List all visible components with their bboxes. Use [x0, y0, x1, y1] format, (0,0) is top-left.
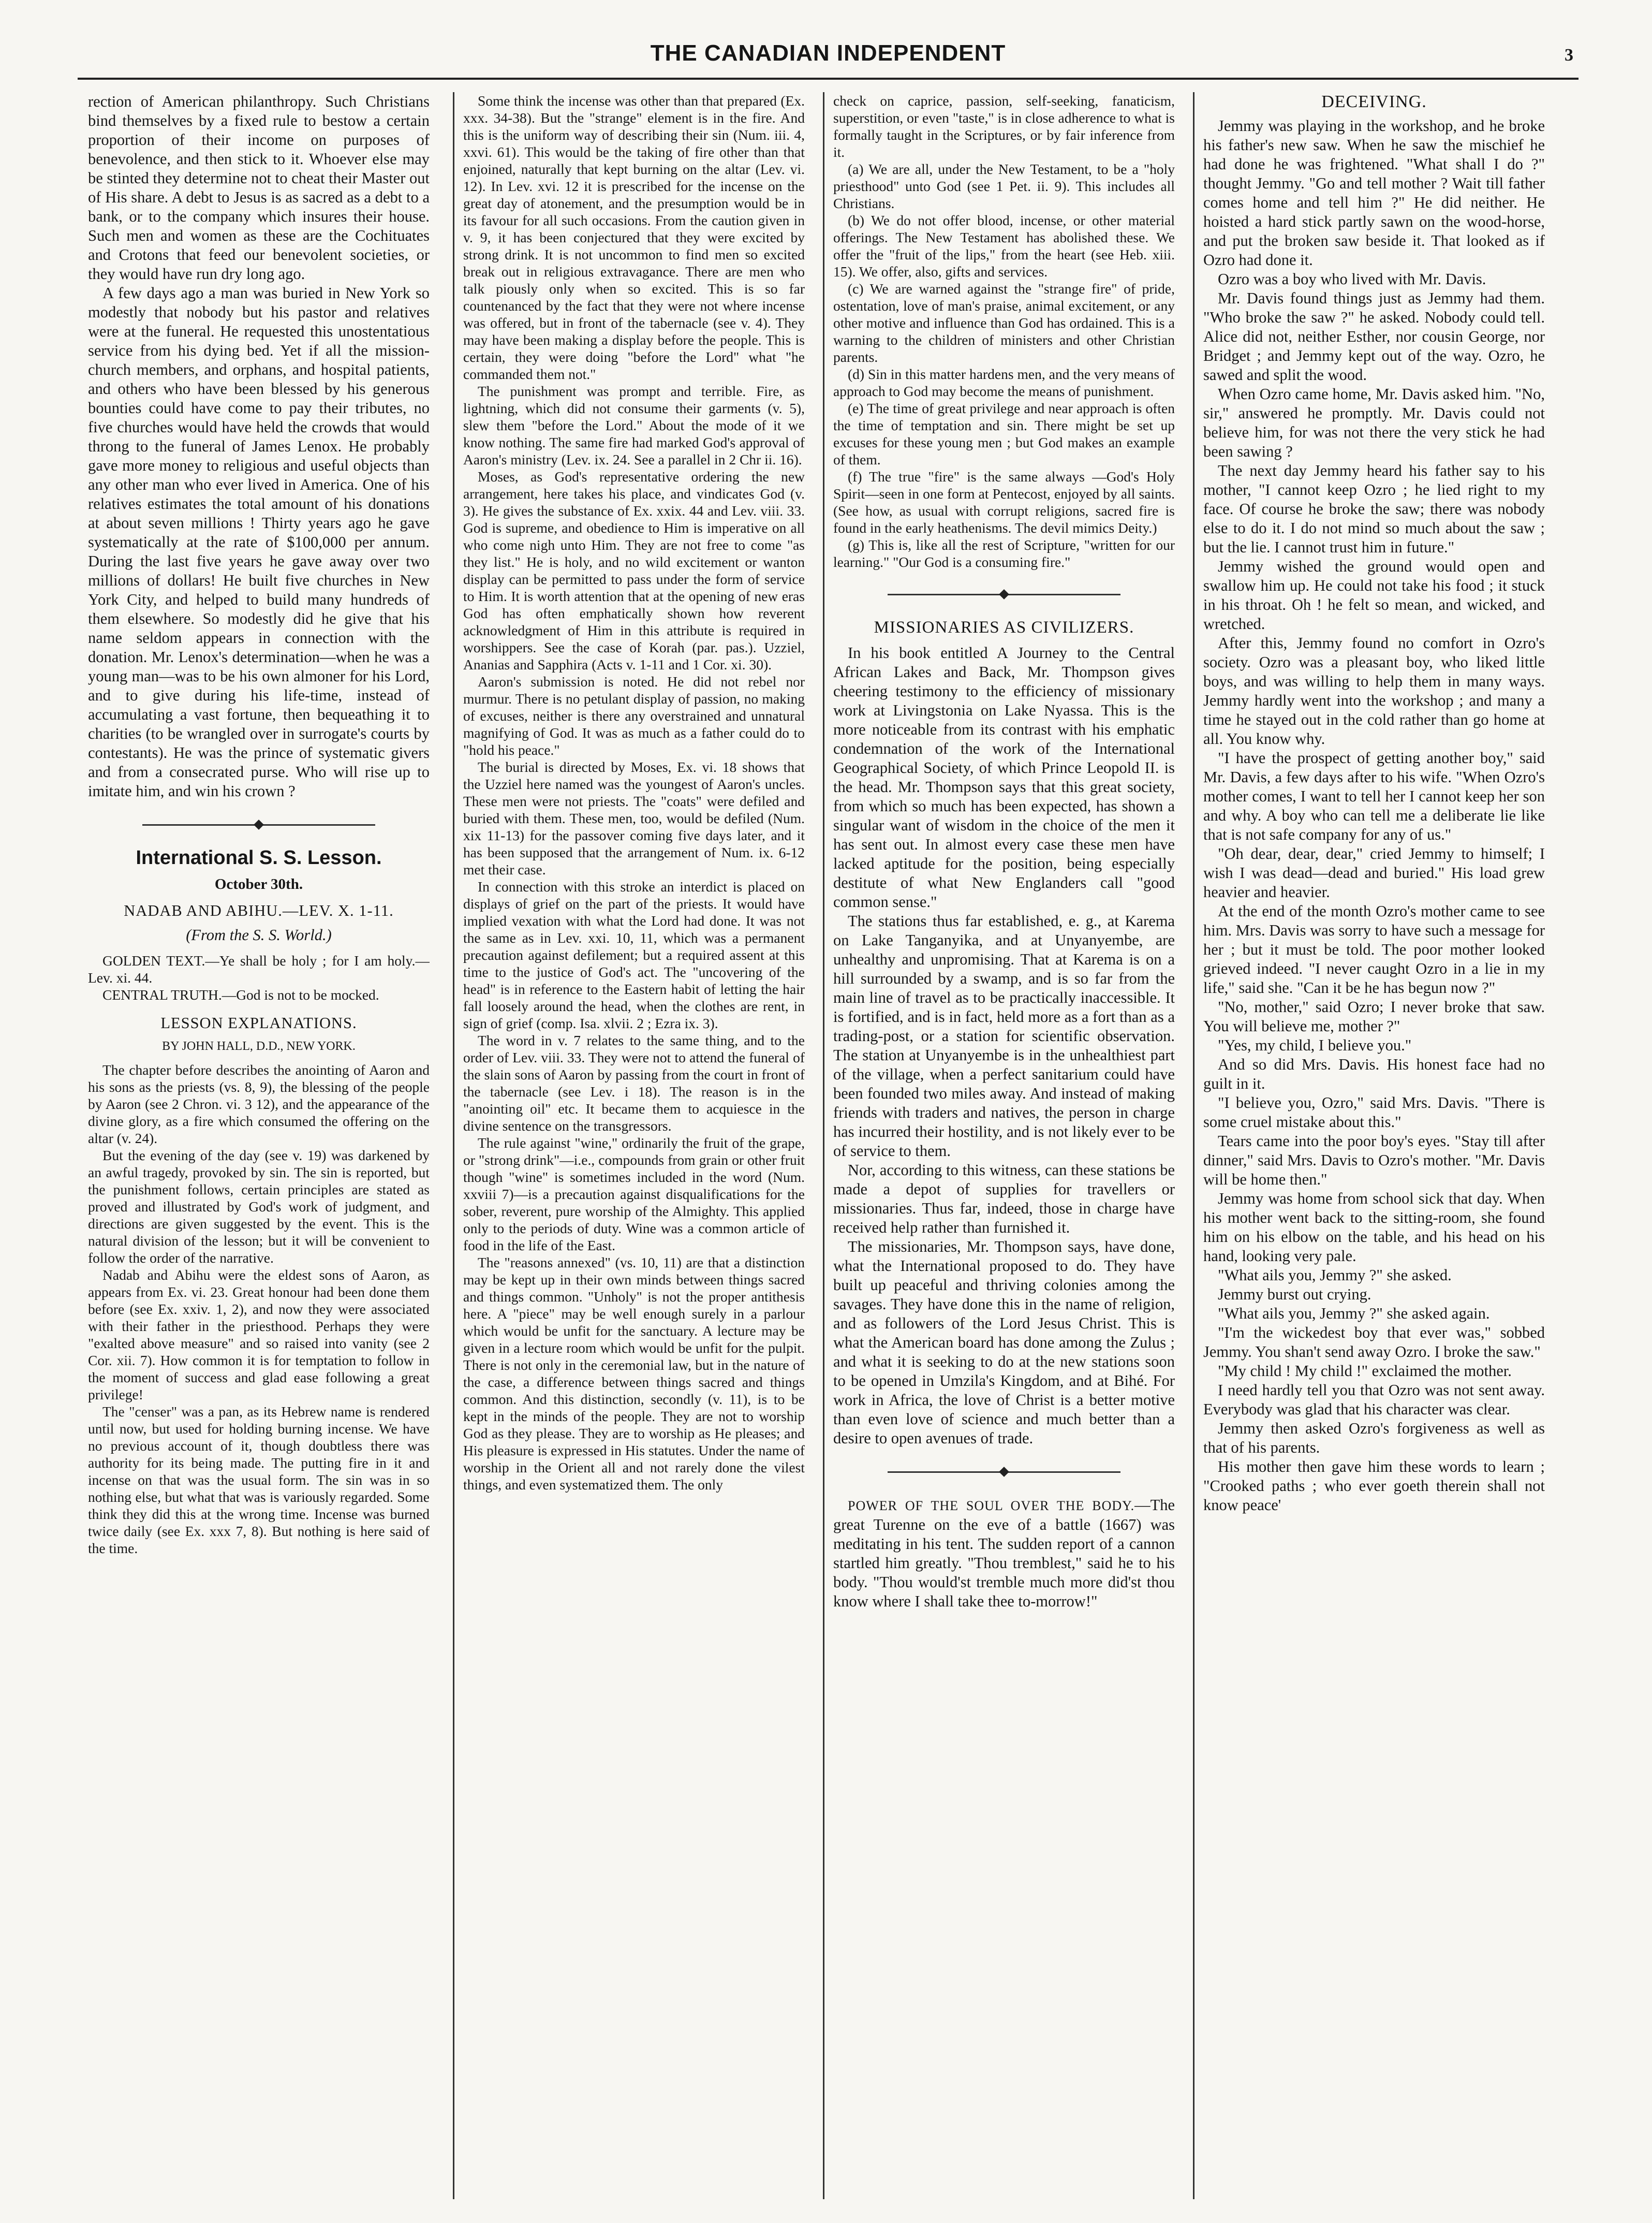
- body-paragraph: (a) We are all, under the New Testament, to be a "holy priesthood" unto God (see 1 Pet. ii. 9). This includes all Christians.: [833, 161, 1175, 211]
- body-paragraph: "What ails you, Jemmy ?" she asked.: [1218, 1266, 1452, 1284]
- body-paragraph: Moses, as God's representative ordering the new arrangement, here takes his place, and vindicates God (v. 3). He gives the substance of Ex. xxix. 44 and Lev. viii. 33. God is supreme, and obedience to Him is imperative on all who come nigh unto Him. They are not free to come "as they list." He is holy, and no wild excitement or wanton display can be permitted to pass under the form of service to Him. It is worth attention that at the opening of new eras God has often emphatically shown how reverent acknowledgment of Him in this attribute is required in worshippers. See the case of Korah (par. pas.). Uzziel, Ananias and Sapphira (Acts v. 1-11 and 1 Cor. xi. 30).: [463, 469, 805, 672]
- explanations-byline: BY JOHN HALL, D.D., NEW YORK.: [162, 1040, 356, 1053]
- body-paragraph: His mother then gave him these words to learn ; "Crooked paths ; who ever goeth therein shall not know peace': [1203, 1458, 1545, 1514]
- body-paragraph: (f) The true "fire" is the same always —God's Holy Spirit—seen in one form at Pentecost, enjoyed by all saints. (See how, as usual with corrupt religions, sacred fire is found in the early heathenisms. The devil mimics Deity.): [833, 469, 1175, 536]
- body-paragraph: "I believe you, Ozro," said Mrs. Davis. "There is some cruel mistake about this.": [1203, 1094, 1545, 1131]
- body-paragraph: In his book entitled A Journey to the Central African Lakes and Back, Mr. Thompson gives cheering testimony to the efficiency of missionary work at Livingstonia on Lake Nyassa. This is the more noticeable from its contrast with his emphatic condemnation of the work of the International Geographical Society, of which Prince Leopold II. is the head. Mr. Thompson says that this great society, from which so much has been expected, has shown a singular want of wisdom in the choice of the men it has sent out. In almost every case these men have lacked aptitude for the position, being especially destitute of what New Englanders call "good common sense.": [833, 644, 1175, 911]
- body-paragraph: The stations thus far established, e. g., at Karema on Lake Tanganyika, and at Unyanyembe, are unhealthy and unpromising. That at Karema is on a hill surrounded by a swamp, and is so far from the main line of travel as to be practically inaccessible. It is fortified, and is in fact, held more as a fort than as a trading-post, or a station for scientific observation. The station at Unyanyembe is in the unhealthiest part of the village, when a perfect sanitarium could have been founded two miles away. And instead of making friends with traders and natives, the person in charge has incurred their hostility, and is not likely ever to be of service to them.: [833, 912, 1175, 1160]
- body-paragraph: "Oh dear, dear, dear," cried Jemmy to himself; I wish I was dead—dead and buried." His load grew heavier and heavier.: [1203, 845, 1545, 901]
- body-paragraph: Nor, according to this witness, can these stations be made a depot of supplies for travellers or missionaries. Thus far, indeed, those in charge have received help rather than furnished it.: [833, 1161, 1175, 1236]
- body-paragraph: check on caprice, passion, self-seeking, fanaticism, superstition, or even "taste," is in close adherence to what is formally taught in the Scriptures, or by fair inference from it.: [833, 93, 1175, 160]
- body-paragraph: Jemmy then asked Ozro's forgiveness as well as that of his parents.: [1203, 1420, 1545, 1456]
- body-paragraph: The next day Jemmy heard his father say to his mother, "I cannot keep Ozro ; he lied right to my face. Of course he broke the saw; there was nobody else to do it. I do not mind so much about the saw ; but the lie. I cannot trust him in future.": [1203, 462, 1545, 556]
- column-rule: [823, 92, 824, 2199]
- body-paragraph: The word in v. 7 relates to the same thing, and to the order of Lev. viii. 33. They were not to attend the funeral of the slain sons of Aaron by passing from the court in front of the tabernacle (see Lev. i 18). The reason is in the "anointing oil" etc. It became them to acquiesce in the divine sentence on the transgressors.: [463, 1032, 805, 1134]
- body-paragraph: Jemmy was playing in the workshop, and he broke his father's new saw. When he saw the mischief he had done he was frightened. "What shall I do ?" thought Jemmy. "Go and tell mother ? Wait till father comes home and tell him ?" He did neither. He hoisted a hard stick partly sawn on the wood-horse, and put the broken saw beside it. That looked as if Ozro had done it.: [1203, 117, 1545, 269]
- body-paragraph: When Ozro came home, Mr. Davis asked him. "No, sir," answered he promptly. Mr. Davis could not believe him, for was not there the very stick he had been sawing ?: [1203, 385, 1545, 460]
- body-paragraph: The burial is directed by Moses, Ex. vi. 18 shows that the Uzziel here named was the youngest of Aaron's uncles. These men were not priests. The "coats" were defiled and buried with them. These men, too, would be defiled (Num. xix 11-13) for the passover coming five days later, and it has been supposed that the arrangement of Num. ix. 6-12 met their case.: [463, 759, 805, 878]
- lesson-title: NADAB AND ABIHU.—LEV. X. 1-11.: [124, 902, 394, 919]
- body-paragraph: Aaron's submission is noted. He did not rebel nor murmur. There is no petulant display of passion, no making of excuses, neither is there any overstrained and unnatural magnifying of God. It was as much as a father could do to "hold his peace.": [463, 674, 805, 758]
- body-paragraph: "What ails you, Jemmy ?" she asked again.: [1218, 1305, 1490, 1322]
- column-3: [833, 92, 1175, 2199]
- masthead: [78, 40, 1579, 87]
- lesson-source: (From the S. S. World.): [186, 926, 332, 944]
- body-paragraph: "I have the prospect of getting another boy," said Mr. Davis, a few days after to his wife. "When Ozro's mother comes, I want to tell her I cannot keep her son and why. A boy who can tell me a deliberate lie like that is not safe company for any of us.": [1203, 749, 1545, 843]
- deceiving-heading: DECEIVING.: [1321, 92, 1427, 111]
- central-truth: CENTRAL TRUTH.—God is not to be mocked.: [102, 987, 379, 1003]
- power-article: [833, 1496, 1175, 1611]
- body-paragraph: A few days ago a man was buried in New York so modestly that nobody but his pastor and relatives were at the funeral. He requested this unostentatious service from his dying bed. Yet if all the mission-church members, and orphans, and hospital patients, and others who have been blessed by his generous bounties could have come to pay their tributes, no five churches would have held the crowds that would throng to the funeral of James Lenox. He probably gave more money to religious and useful objects than any other man who ever lived in America. One of his relatives estimates the total amount of his donations at about seven millions ! Thirty years ago he gave systematically at the rate of $100,000 per annum. During the last five years he gave away over two millions of dollars! He built five churches in New York City, and helped to build many hundreds of them elsewhere. So modestly did he give that his name seldom appears in connection with the donation. Mr. Lenox's determination—when he was a young man—was to be his own almoner for his Lord, and to give during his life-time, instead of accumulating a vast fortune, then bequeathing it to charities (to be wrangled over in surrogate's courts by contestants). He was the prince of systematic givers and from a consecrated purse. Who will rise up to imitate him, and win his crown ?: [88, 284, 430, 800]
- missionaries-heading: MISSIONARIES AS CIVILIZERS.: [874, 618, 1134, 637]
- body-paragraph: The "reasons annexed" (vs. 10, 11) are that a distinction may be kept up in their own minds between things sacred and things common. "Unholy" is not the proper antithesis here. A "piece" may be well enough surely in a parlour which would be unfit for the sanctuary. A lecture may be given in a lecture room which would be unfit for the pulpit. There is not only in the ceremonial law, but in the nature of the case, a difference between things sacred and things common. And this distinction, secondly (v. 11), is to be kept in the minds of the people. They are not to worship God as they please. They are to worship as He pleases; and His pleasure is expressed in His statutes. Under the name of worship in the Orient all and not rarely done the vilest things, and even systematized them. The only: [463, 1254, 805, 1493]
- explanation-paragraph: The "censer" was a pan, as its Hebrew name is rendered until now, but used for holding burning incense. We have no previous account of it, though doubtless there was authority for its being made. The putting fire in it and incense on that was the usual form. The sin was in so nothing else, but what that was is variously regarded. Some think they did this at the wrong time. Incense was burned twice daily (see Ex. xxx 7, 8). But nothing is here said of the time.: [88, 1403, 430, 1556]
- power-article-text: —The great Turenne on the eve of a battle (1667) was meditating in his tent. The sudden report of a cannon startled him greatly. "Thou tremblest," said he to his body. "Thou would'st tremble much more did'st thou know where I shall take thee to-morrow!": [833, 1496, 1175, 1610]
- page-number: 3: [1565, 46, 1573, 65]
- body-paragraph: Ozro was a boy who lived with Mr. Davis.: [1218, 270, 1486, 288]
- body-paragraph: Tears came into the poor boy's eyes. "Stay till after dinner," said Mrs. Davis to Ozro's mother. "Mr. Davis will be home then.": [1203, 1132, 1545, 1188]
- section-divider: [88, 815, 430, 834]
- body-paragraph: rection of American philanthropy. Such Christians bind themselves by a fixed rule to bestow a certain proportion of their income on purposes of benevolence, and then stick to it. Whoever else may be stinted they determine not to cheat their Master out of His share. A debt to Jesus is as sacred as a debt to a bank, or to the company which insures their house. Such men and women as these are the Cochituates and Crotons that feed our benevolent societies, or they would have run dry long ago.: [88, 93, 430, 283]
- explanation-paragraph: Nadab and Abihu were the eldest sons of Aaron, as appears from Ex. vi. 23. Great honour had been done them before (see Ex. xxiv. 1, 2), and now they were associated with their father in the priesthood. Perhaps they were "exalted above measure" and so raised into vanity (see 2 Cor. xii. 7). How common it is for temptation to follow in the moment of success and glad ease following a great privilege!: [88, 1267, 430, 1402]
- explanations-heading: LESSON EXPLANATIONS.: [160, 1014, 357, 1032]
- body-paragraph: Jemmy burst out crying.: [1218, 1285, 1371, 1303]
- body-paragraph: "Yes, my child, I believe you.": [1218, 1036, 1412, 1054]
- body-paragraph: (c) We are warned against the "strange fire" of pride, ostentation, love of man's praise, animal excitement, or any other motive and influence than God has ordained. This is a warning to the children of ministers and other Christian parents.: [833, 281, 1175, 365]
- body-paragraph: At the end of the month Ozro's mother came to see him. Mrs. Davis was sorry to have such a message for her ; but it must be told. The poor mother looked grieved indeed. "I never caught Ozro in a lie in my life," said she. "Can it be he has begun now ?": [1203, 902, 1545, 997]
- explanation-paragraph: But the evening of the day (see v. 19) was darkened by an awful tragedy, provoked by sin. The sin is reported, but the punishment follows, certain principles are stated as proved and illustrated by God's work of judgment, and directions are given suggested by the event. This is the natural division of the lesson; but it will be convenient to follow the order of the narrative.: [88, 1147, 430, 1266]
- body-paragraph: Mr. Davis found things just as Jemmy had them. "Who broke the saw ?" he asked. Nobody could tell. Alice did not, neither Esther, nor cousin George, nor Bridget ; and Jemmy kept out of the way. Ozro, he sawed and split the wood.: [1203, 289, 1545, 384]
- lesson-date: October 30th.: [214, 876, 303, 893]
- body-paragraph: "I'm the wickedest boy that ever was," sobbed Jemmy. You shan't send away Ozro. I broke the saw.": [1203, 1324, 1545, 1361]
- column-rule: [1193, 92, 1194, 2199]
- body-paragraph: (e) The time of great privilege and near approach is often the time of temptation and sin. There might be set up excuses for these young men ; but God makes an example of them.: [833, 400, 1175, 467]
- column-1: [88, 92, 430, 2199]
- column-2: [463, 92, 805, 2199]
- body-paragraph: I need hardly tell you that Ozro was not sent away. Everybody was glad that his character was clear.: [1203, 1381, 1545, 1418]
- body-paragraph: "My child ! My child !" exclaimed the mother.: [1218, 1362, 1512, 1380]
- body-paragraph: (g) This is, like all the rest of Scripture, "written for our learning." "Our God is a consuming fire.": [833, 537, 1175, 570]
- body-paragraph: In connection with this stroke an interdict is placed on displays of grief on the part of the priests. It would have implied vexation with what the Lord had done. It was not the same as in Lev. xxi. 10, 11, which was a permanent precaution against defilement; but a required assent at this time to the justice of God's act. The "uncovering of the head" is in reference to the Eastern habit of letting the hair fall loosely around the head, when the clothes are rent, in sign of grief (comp. Isa. xlvii. 2 ; Ezra ix. 3).: [463, 879, 805, 1031]
- body-paragraph: (b) We do not offer blood, incense, or other material offerings. The New Testament has abolished these. We offer the "fruit of the lips," from the heart (see Heb. xiii. 15). We offer, also, gifts and services.: [833, 212, 1175, 280]
- golden-text: GOLDEN TEXT.—Ye shall be holy ; for I am holy.—Lev. xi. 44.: [88, 953, 430, 986]
- body-paragraph: The missionaries, Mr. Thompson says, have done, what the International proposed to do. They have built up peaceful and thriving colonies among the savages. They have done this in the name of religion, and as followers of the Lord Jesus Christ. This is what the American board has done among the Zulus ; and what it is seeking to do at the new stations soon to be opened in Umzila's Kingdom, and at Bihé. For work in Africa, the love of Christ is a better motive than even love of science and much better than a desire to open avenues of trade.: [833, 1238, 1175, 1447]
- body-paragraph: The punishment was prompt and terrible. Fire, as lightning, which did not consume their garments (v. 5), slew them "before the Lord." About the mode of it we know nothing. The same fire had marked God's approval of Aaron's ministry (Lev. ix. 24. See a parallel in 2 Chr ii. 16).: [463, 383, 805, 467]
- section-divider: [833, 1462, 1175, 1481]
- body-paragraph: Some think the incense was other than that prepared (Ex. xxx. 34-38). But the "strange" element is in the fire. And this is the uniform way of describing their sin (Num. iii. 4, xxvi. 61). This would be the taking of fire other than that enjoined, naturally that kept burning on the altar (Lev. vi. 12). In Lev. xvi. 12 it is prescribed for the incense on the great day of atonement, and the presumption would be in its favour for all such occasions. From the caution given in v. 9, it has been conjectured that they were excited by strong drink. It is not uncommon to find men so excited break out in religious extravagance. There are men who talk piously only when so excited. This is so far countenanced by the fact that they were not where incense was offered, but in front of the tabernacle (see v. 4). They may have been making a display before the people. This is certain, they were doing "before the Lord" what "he commanded them not.": [463, 93, 805, 382]
- body-paragraph: Jemmy wished the ground would open and swallow him up. He could not take his food ; it stuck in his throat. Oh ! he felt so mean, and wicked, and wretched.: [1203, 558, 1545, 633]
- body-paragraph: And so did Mrs. Davis. His honest face had no guilt in it.: [1203, 1056, 1545, 1092]
- lesson-heading: International S. S. Lesson.: [136, 847, 382, 869]
- explanation-paragraph: The chapter before describes the anointing of Aaron and his sons as the priests (vs. 8, 9), the blessing of the people by Aaron (see 2 Chron. vi. 3 12), and the appearance of the divine glory, as a fire which consumed the offering on the altar (v. 24).: [88, 1062, 430, 1146]
- masthead-title: THE CANADIAN INDEPENDENT: [650, 40, 1006, 66]
- column-rule: [453, 92, 454, 2199]
- masthead-rule: [78, 78, 1579, 80]
- column-4: [1203, 92, 1545, 2199]
- body-paragraph: Jemmy was home from school sick that day. When his mother went back to the sitting-room, she found him on his elbow on the table, and his head on his hand, looking very pale.: [1203, 1190, 1545, 1265]
- body-paragraph: "No, mother," said Ozro; I never broke that saw. You will believe me, mother ?": [1203, 998, 1545, 1035]
- power-article-lead: POWER OF THE SOUL OVER THE BODY.: [848, 1498, 1135, 1513]
- section-divider: [833, 585, 1175, 604]
- body-paragraph: The rule against "wine," ordinarily the fruit of the grape, or "strong drink"—i.e., compounds from grain or other fruit though "wine" is sometimes included in the word (Num. xxviii 7)—is a precaution against disqualifications for the sober, reverent, pure worship of the Almighty. This applied only to the periods of duty. Wine was a common article of food in the life of the East.: [463, 1135, 805, 1253]
- body-paragraph: After this, Jemmy found no comfort in Ozro's society. Ozro was a pleasant boy, who liked little boys, and was willing to help them in many ways. Jemmy hardly went into the workshop ; and many a time he stayed out in the cold rather than go home at all. You know why.: [1203, 634, 1545, 748]
- body-paragraph: (d) Sin in this matter hardens men, and the very means of approach to God may become the means of punishment.: [833, 366, 1175, 399]
